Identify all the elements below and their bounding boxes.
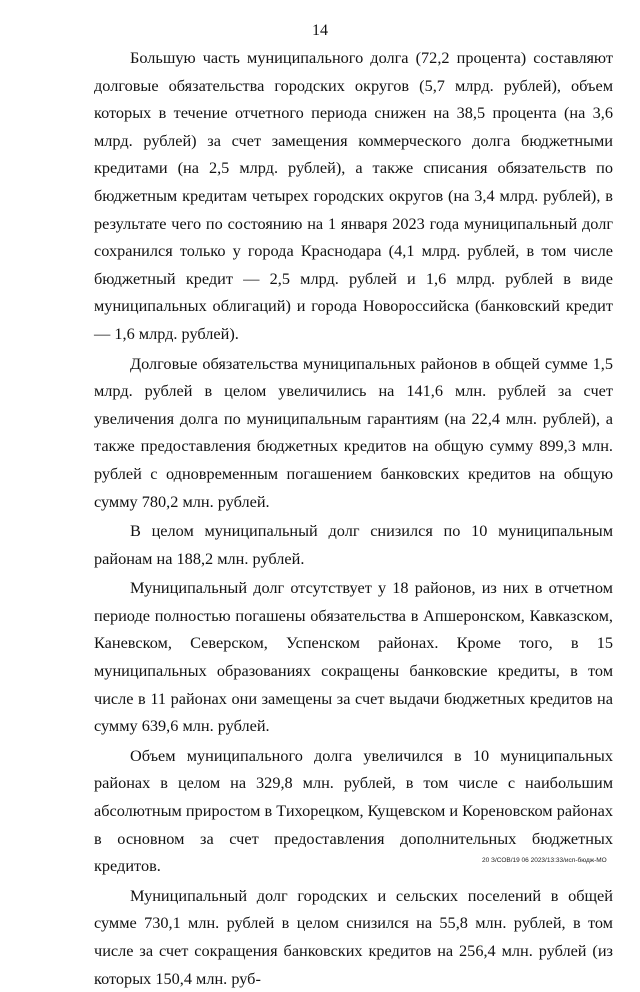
paragraph-debt-decrease: В целом муниципальный долг снизился по 10 муниципальным районам на 188,2 млн. рублей. bbox=[94, 521, 613, 568]
paragraph-city-districts-debt: Большую часть муниципального долга (72,2 процента) составляют долговые обязательства городских округов (5,7 млрд. рублей), объем которых в течение отчетного периода снижен на 38,5 процента (на 3,6 млрд. рублей) за счет замещения коммерческого долга бюджетными кредитами (на 2,5 млрд. рублей), а также списания обязательств по бюджетным кредитам четырех городских округов (на 3,4 млрд. рублей), в результате чего по состоянию на 1 января 2023 года муниципальный долг сохранился только у города Краснодара (4,1 млрд. рублей, в том числе бюджетный кредит — 2,5 млрд. рублей и 1,6 млрд. рублей в виде муниципальных облигаций) и города Новороссийска (банковский кредит — 1,6 млрд. рублей). bbox=[94, 48, 613, 343]
paragraph-settlements-debt: Муниципальный долг городских и сельских поселений в общей сумме 730,1 млн. рублей в целом снизился на 55,8 млн. рублей, в том числе за счет сокращения банковских кредитов на 256,4 млн. рублей (из которых 150,4 млн. руб- bbox=[94, 885, 613, 988]
paragraph-municipal-districts-debt: Долговые обязательства муниципальных районов в общей сумме 1,5 млрд. рублей в целом увеличились на 141,6 млн. рублей за счет увеличения долга по муниципальным гарантиям (на 22,4 млн. рублей), а также предоставления бюджетных кредитов на общую сумму 899,3 млн. рублей с одновременным погашением банковских кредитов на общую сумму 780,2 млн. рублей. bbox=[94, 353, 613, 511]
paragraph-debt-increase: Объем муниципального долга увеличился в 10 муниципальных районах в целом на 329,8 млн. рублей, в том числе с наибольшим абсолютным приростом в Тихорецком, Кущевском и Кореновском районах в основном за счет предоставления дополнительных бюджетных кредитов. bbox=[94, 745, 613, 876]
paragraph-no-debt-districts: Муниципальный долг отсутствует у 18 районов, из них в отчетном периоде полностью погашены обязательства в Апшеронском, Кавказском, Каневском, Северском, Успенском районах. Кроме того, в 15 муниципальных образованиях сокращены банковские кредиты, в том числе в 11 районах они замещены за счет выдачи бюджетных кредитов на сумму 639,6 млн. рублей. bbox=[94, 578, 613, 736]
document-footer-code: 20 З/СОВ/19 06 2023/13:33/исп-бюдж-МО bbox=[482, 857, 607, 864]
page-number: 14 bbox=[312, 22, 328, 39]
document-body bbox=[94, 44, 613, 992]
